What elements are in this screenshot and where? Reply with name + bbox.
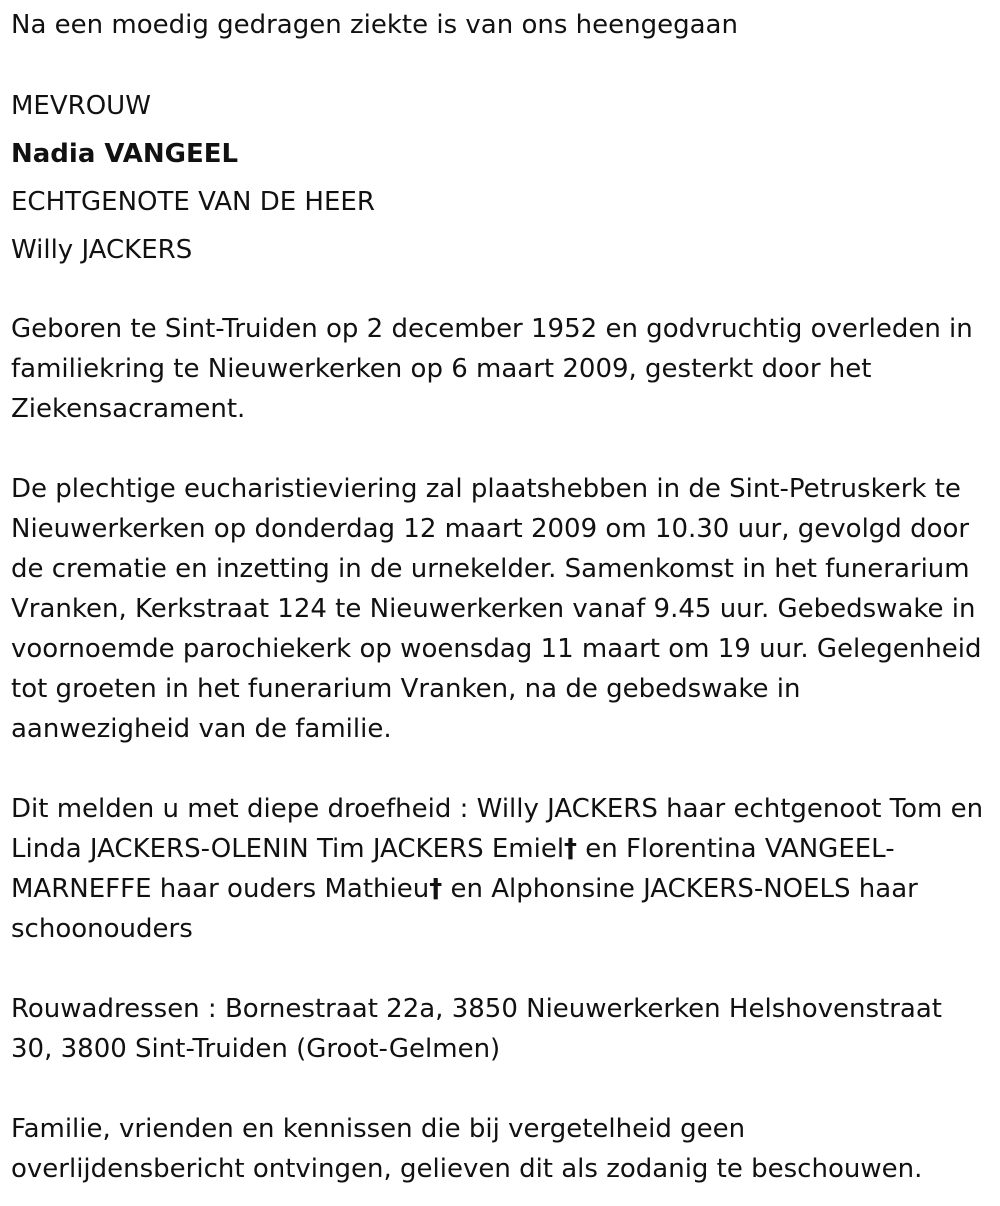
intro-line: Na een moedig gedragen ziekte is van ons heengegaan (11, 10, 738, 40)
address-paragraph: Rouwadressen : Bornestraat 22a, 3850 Nieuwerkerken Helshovenstraat 30, 3800 Sint-Truiden (Groot-Gelmen) (11, 994, 942, 1064)
announcement-text-3: en Alphonsine JACKERS-NOELS haar schoonouders (11, 874, 918, 944)
deceased-name: Nadia VANGEEL (11, 139, 239, 169)
announcement-paragraph (11, 789, 986, 949)
announcement-text-2: en Florentina VANGEEL-MARNEFFE haar ouders Mathieu (11, 834, 895, 904)
cross-icon: † (564, 834, 578, 864)
ceremony-paragraph: De plechtige eucharistieviering zal plaatshebben in de Sint-Petruskerk te Nieuwerkerken op donderdag 12 maart 2009 om 10.30 uur, gevolgd door de crematie en inzetting in de urnekelder. Samenkomst in het funerarium Vranken, Kerkstraat 124 te Nieuwerkerken vanaf 9.45 uur. Gebedswake in voornoemde parochiekerk op woensdag 11 maart om 19 uur. Gelegenheid tot groeten in het funerarium Vranken, na de gebedswake in aanwezigheid van de familie. (11, 474, 982, 744)
honorific-title: MEVROUW (11, 91, 151, 121)
birth-paragraph: Geboren te Sint-Truiden op 2 december 1952 en godvruchtig overleden in familiekring te Nieuwerkerken op 6 maart 2009, gesterkt door het Ziekensacrament. (11, 314, 973, 424)
family-paragraph: Familie, vrienden en kennissen die bij vergetelheid geen overlijdensbericht ontvingen, gelieven dit als zodanig te beschouwen. (11, 1114, 923, 1184)
announcement-text-1: Dit melden u met diepe droefheid : Willy JACKERS haar echtgenoot Tom en Linda JACKERS-OLENIN Tim JACKERS Emiel (11, 794, 984, 864)
spouse-name: Willy JACKERS (11, 235, 193, 265)
cross-icon: † (429, 874, 443, 904)
spouse-title: ECHTGENOTE VAN DE HEER (11, 187, 375, 217)
